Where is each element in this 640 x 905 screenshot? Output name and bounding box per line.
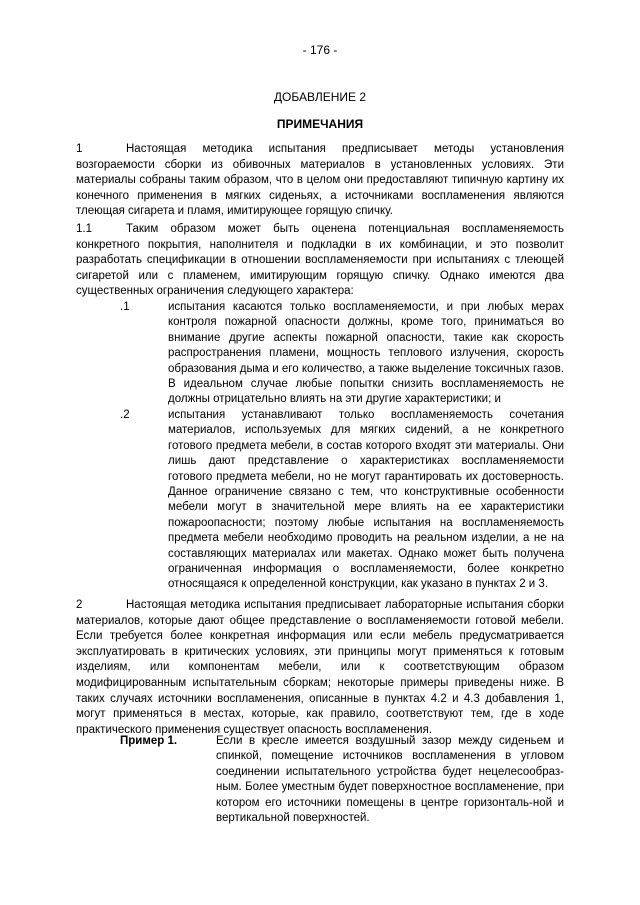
paragraph-1-1 bbox=[76, 222, 564, 300]
paragraph-1 bbox=[76, 142, 564, 220]
subitem-text: испытания касаются только воспламеняемости, и при любых мерах контроля пожарной опасности должны, кроме того, приниматься во внимание другие аспекты пожарной опасности, такие как скорость распространения пламени, мощность теплового излучения, скорость образования дыма и его количество, а также выделение токсичных газов. В идеальном случае любые попытки снизить воспламеняемость не должны отрицательно влиять на эти другие характеристики; и bbox=[168, 301, 564, 406]
example-text: Если в кресле имеется воздушный зазор между сиденьем и спинкой, помещение источников воспламенения в угловом соединении испытательного устройства будет нецелесообраз-ным. Более уместным будет поверхностное воспламенение, при котором его источники помещены в центре горизонталь-ной и вертикальной поверхностей. bbox=[216, 735, 564, 825]
example-label: Пример 1. bbox=[120, 735, 178, 747]
subitem-2 bbox=[120, 408, 564, 593]
paragraph-number: 2 bbox=[76, 599, 83, 611]
paragraph-text: Настоящая методика испытания предписывает лабораторные испытания сборки материалов, которые дают общее представление о воспламеняемости готовой мебели. Если требуется более конкретная информация или если мебель предусматривается эксплуатировать в критических условиях, эти принципы могут применяться к готовым изделиям, или компонентам мебели, или к соответствующим образом модифицированным испытательным сборкам; некоторые примеры приведены ниже. В таких случаях источники воспламенения, описанные в пунктах 4.2 и 4.3 добавления 1, могут применяться в местах, которые, как правило, соответствуют тем, где в ходе практического применения существует опасность воспламенения. bbox=[76, 599, 564, 736]
subitem-number: .1 bbox=[120, 301, 130, 313]
appendix-title: ДОБАВЛЕНИЕ 2 bbox=[273, 90, 367, 104]
subitem-text: испытания устанавливают только воспламеняемость сочетания материалов, используемых для мягких сидений, а не конкретного готового предмета мебели, в состав которого входят эти материалы. Они лишь дают представление о характеристиках воспламеняемости готового предмета мебели, но не могут гарантировать их достоверность. Данное ограничение связано с тем, что конструктивные особенности мебели могут в значительной мере влиять на ее характеристики пожароопасности; поэтому любые испытания на воспламеняемость предмета мебели необходимо проводить на реальном изделии, а не на составляющих материалах или макетах. Однако может быть получена ограниченная информация о воспламеняемости, более конкретно относящаяся к определенной конструкции, как указано в пунктах 2 и 3. bbox=[168, 409, 564, 591]
subitem-1 bbox=[120, 300, 564, 408]
example-1 bbox=[120, 734, 564, 826]
paragraph-text: Таким образом может быть оценена потенциальная воспламеняемость конкретного покрытия, наполнителя и подкладки в их комбинации, и это позволит разработать спецификации в отношении воспламеняемости при испытаниях с тлеющей сигаретой или с пламенем, имитирующим горящую спичку. Однако имеются два существенных ограничения следующего характера: bbox=[76, 223, 564, 298]
paragraph-2 bbox=[76, 598, 564, 738]
page-number: - 176 - bbox=[302, 43, 338, 57]
paragraph-text: Настоящая методика испытания предписывает методы установления возгораемости сборки из обивочных материалов в установленных условиях. Эти материалы собраны таким образом, что в целом они предоставляют типичную картину их конечного применения в мягких сиденьях, а источниками воспламенения являются тлеющая сигарета и пламя, имитирующее горящую спичку. bbox=[76, 143, 564, 218]
paragraph-number: 1.1 bbox=[76, 223, 92, 235]
section-title: ПРИМЕЧАНИЯ bbox=[276, 117, 364, 131]
subitem-number: .2 bbox=[120, 409, 130, 421]
paragraph-number: 1 bbox=[76, 143, 83, 155]
